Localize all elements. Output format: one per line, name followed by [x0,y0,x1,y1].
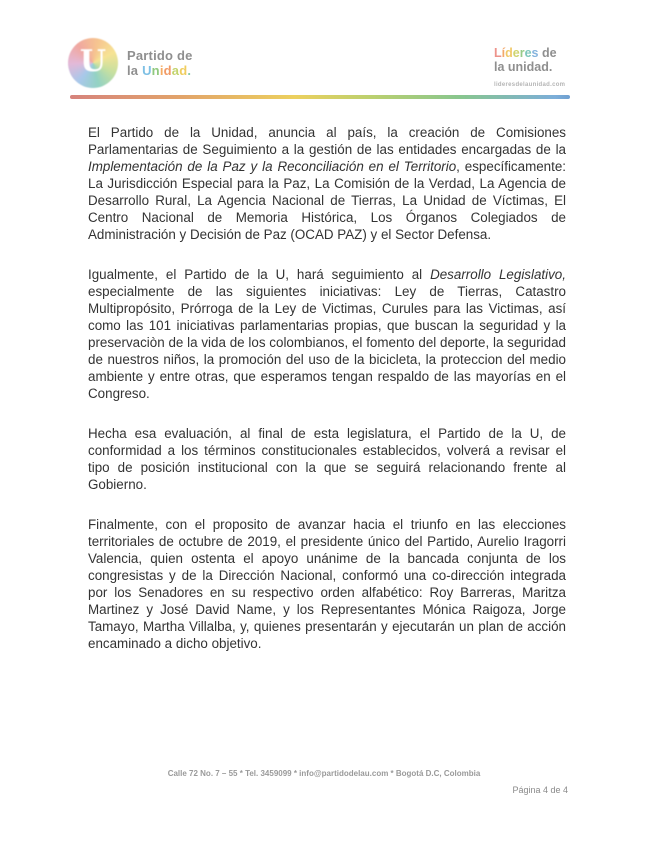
brand-gradient-divider [70,95,570,99]
text-segment: Igualmente, el Partido de la U, hará seguimiento al [88,267,431,282]
italic-text-segment: Implementación de la Paz y la Reconciliación en el Territorio [88,159,457,174]
lideres-de-la-unidad-logo [494,46,565,92]
colored-letter: a [171,63,180,78]
partido-de-la-u-logo [68,38,193,88]
text-segment: El Partido de la Unidad, anuncia al país, la creación de Comisiones Parlamentarias de Seguimiento a la gestión de las entidades encargadas de la [88,125,566,157]
text-segment: Hecha esa evaluación, al final de esta legislatura, el Partido de la U, de conformidad a los términos constitucionales establecidos, volverá a revisar el tipo de posición institucional con la que se seguirá relacionando frente al Gobierno. [88,426,566,492]
document-body [88,124,566,675]
footer-address: Calle 72 No. 7 – 55 * Tel. 3459099 * info@partidodelau.com * Bogotá D.C, Colombia [167,769,481,778]
colored-letter: e [512,46,520,60]
text-segment: , específicamente: La Jurisdicción Especial para la Paz, La Comisión de la Verdad, La Agencia de Desarrollo Rural, La Agencia Nacional de Tierras, La Unidad de Víctimas, El Centro Nacional de Memoria Histórica, Los Órganos Colegiados de Administración y Decisión de Paz (OCAD PAZ) y el Sector Defensa. [88,159,567,242]
colored-letter: n [151,63,160,78]
colored-letter: L [494,46,502,60]
colored-letter: e [524,46,532,60]
party-wordmark [127,48,193,78]
wordmark-line2-colored [142,63,191,78]
colored-letter: . [187,63,192,78]
lideres-website-url: lideresdelaunidad.com [494,82,566,88]
lideres-line1 [494,46,565,60]
page-number-label: Página 4 de 4 [512,785,568,795]
text-segment: especialmente de las siguientes iniciativas: Ley de Tierras, Catastro Multipropósito, Prórroga de la Ley de Victimas, Curules para las Victimas, así como las 101 iniciativas parlamentarias propias, que buscan la seguridad y la preservaciòn de la vida de los colombianos, el fomento del deporte, la seguridad de nuestros niños, la promoción del uso de la bicicleta, la proteccion del medio ambiente y entre otras, que esperamos tengan respaldo de las mayorías en el Congreso. [88,284,566,401]
italic-text-segment: Desarrollo Legislativo, [430,267,566,282]
paragraph [88,266,566,402]
wordmark-line2 [127,63,193,78]
lideres-colored-word [494,46,539,60]
text-segment: Finalmente, con el proposito de avanzar hacia el triunfo en las elecciones territoriales de octubre de 2019, el presidente único del Partido, Aurelio Iragorri Valencia, quien ostenta el apoyo unánime de la bancada conjunta de los congresistas y de la Dirección Nacional, conformó una co-dirección integrada por los Senadores en su respectivo orden alfabético: Roy Barreras, Maritza Martinez y José David Name, y los Representantes Mónica Raigoza, Jorge Tamayo, Martha Villalba, y, quienes presentarán y ejecutarán un plan de acción encaminado a dicho objetivo. [88,517,566,651]
colored-letter: d [179,63,188,78]
lideres-line2: la unidad. [494,60,553,74]
colored-letter: d [505,46,513,60]
wordmark-line2-prefix: la [127,63,143,78]
colored-letter: i [159,63,164,78]
logo-u-glyph: U [79,44,107,79]
page-header [0,0,648,110]
paragraph [88,516,566,652]
colored-letter: r [519,46,525,60]
colored-letter: d [163,63,172,78]
colored-letter: U [142,63,152,78]
wordmark-line1: Partido de [127,48,193,63]
paragraph [88,425,566,493]
lideres-line1-suffix: de [538,46,557,60]
colored-letter: í [501,46,506,60]
paragraph [88,124,566,243]
party-u-logo-icon [68,38,118,88]
colored-letter: s [531,46,539,60]
